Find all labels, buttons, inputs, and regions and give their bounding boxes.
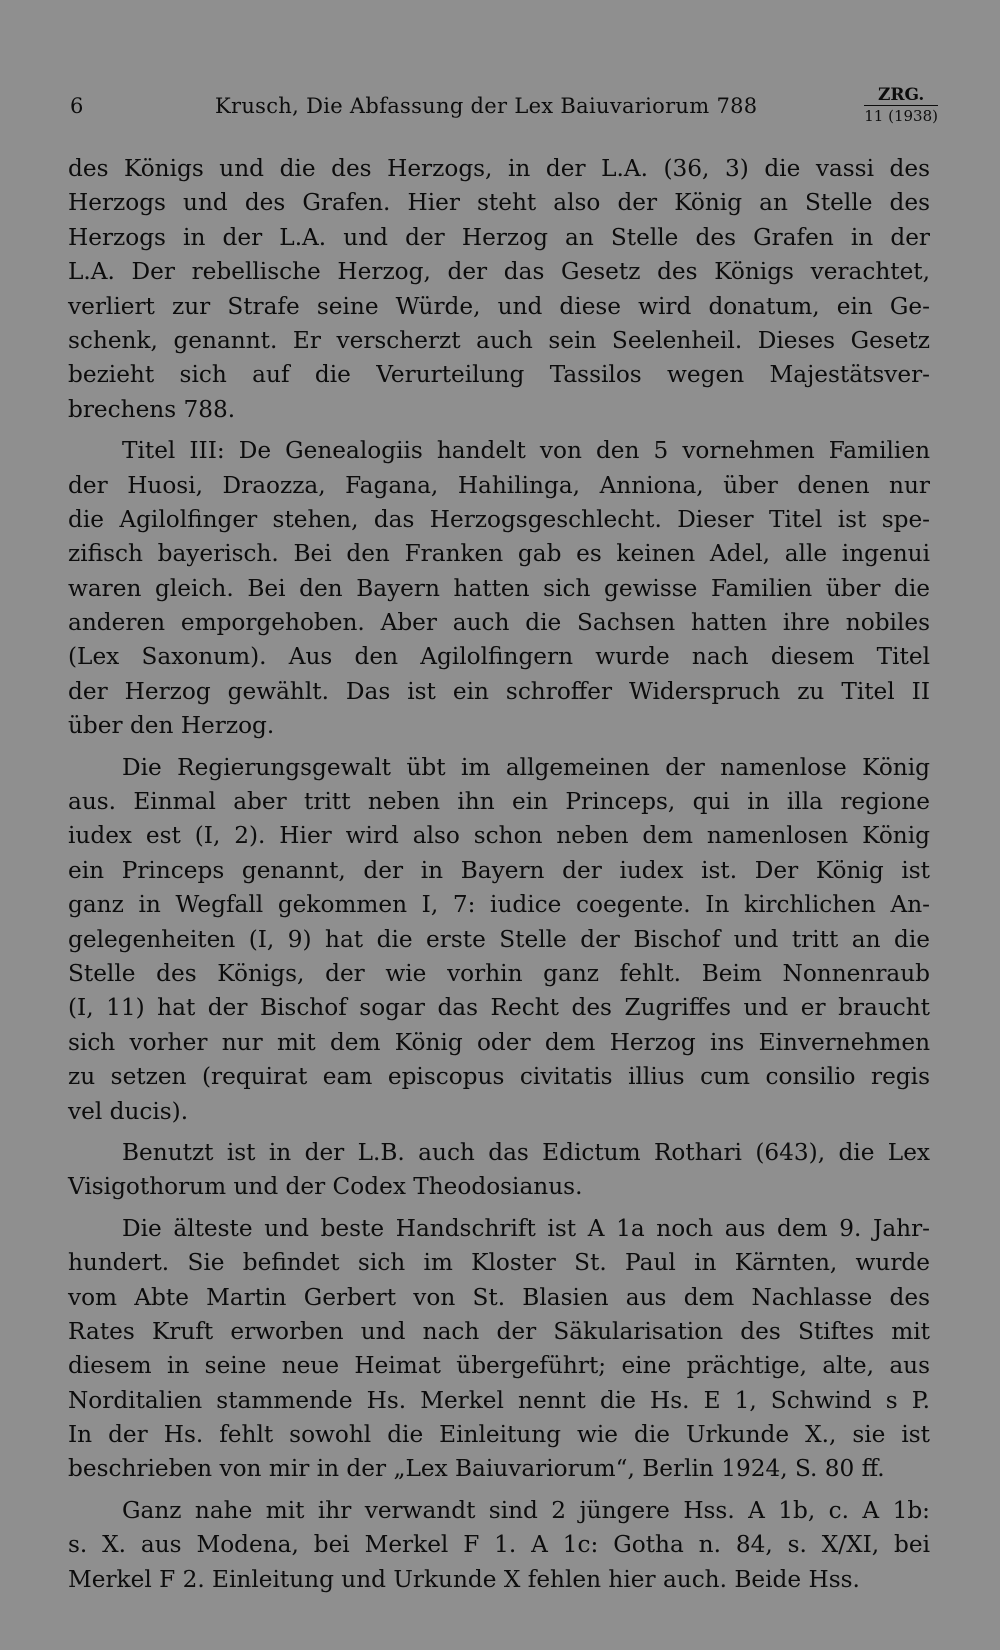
text-line: der Herzog gewählt. Das ist ein schroffer Widerspruch zu Titel II <box>68 677 930 705</box>
paragraph <box>68 751 930 1129</box>
text-line: der Huosi, Draozza, Fagana, Hahilinga, Anniona, über denen nur <box>68 471 930 499</box>
text-line: diesem in seine neue Heimat übergeführt; eine prächtige, alte, aus <box>68 1352 930 1380</box>
text-line: anderen emporgehoben. Aber auch die Sachsen hatten ihre nobiles <box>68 609 930 637</box>
text-line: schenk, genannt. Er verscherzt auch sein Seelenheil. Dieses Gesetz <box>68 326 930 354</box>
text-line: Die älteste und beste Handschrift ist A 1a noch aus dem 9. Jahr- <box>122 1214 930 1242</box>
text-line: Norditalien stammende Hs. Merkel nennt die Hs. E 1, Schwind s P. <box>68 1386 930 1414</box>
text-line: vom Abte Martin Gerbert von St. Blasien aus dem Nachlasse des <box>68 1283 930 1311</box>
paragraph <box>68 152 930 427</box>
text-line: iudex est (I, 2). Hier wird also schon neben dem namenlosen König <box>68 822 930 850</box>
text-line: vel ducis). <box>68 1097 189 1125</box>
paragraph-gap <box>68 1129 930 1136</box>
text-line: Stelle des Königs, der wie vorhin ganz fehlt. Beim Nonnenraub <box>68 959 930 987</box>
text-line: beschrieben von mir in der „Lex Baiuvariorum“, Berlin 1924, S. 80 ff. <box>68 1455 885 1483</box>
text-line: Ganz nahe mit ihr verwandt sind 2 jüngere Hss. A 1b, c. A 1b: <box>122 1496 930 1524</box>
text-line: L.A. Der rebellische Herzog, der das Gesetz des Königs verachtet, <box>68 258 930 286</box>
text-line: bezieht sich auf die Verurteilung Tassilos wegen Majestätsver- <box>68 361 930 389</box>
text-line: s. X. aus Modena, bei Merkel F 1. A 1c: Gotha n. 84, s. X/XI, bei <box>68 1531 930 1559</box>
paragraph <box>68 1212 930 1487</box>
text-line: aus. Einmal aber tritt neben ihn ein Princeps, qui in illa regione <box>68 788 930 816</box>
text-line: hundert. Sie befindet sich im Kloster St. Paul in Kärnten, wurde <box>68 1249 930 1277</box>
text-line: waren gleich. Bei den Bayern hatten sich gewisse Familien über die <box>68 574 930 602</box>
text-line: (Lex Saxonum). Aus den Agilolfingern wurde nach diesem Titel <box>68 643 930 671</box>
running-header <box>70 85 938 132</box>
text-line: zifisch bayerisch. Bei den Franken gab es keinen Adel, alle ingenui <box>68 540 930 568</box>
paragraph <box>68 434 930 744</box>
journal-reference <box>864 86 938 125</box>
text-line: die Agilolfinger stehen, das Herzogsgeschlecht. Dieser Titel ist spe- <box>68 505 930 533</box>
paragraph-gap <box>68 427 930 434</box>
body-text <box>68 152 930 1597</box>
page-number: 6 <box>70 94 84 118</box>
text-line: verliert zur Strafe seine Würde, und diese wird donatum, ein Ge- <box>68 292 930 320</box>
text-line: Merkel F 2. Einleitung und Urkunde X fehlen hier auch. Beide Hss. <box>68 1565 860 1593</box>
text-line: (I, 11) hat der Bischof sogar das Recht des Zugriffes und er braucht <box>68 994 930 1022</box>
text-line: Herzogs und des Grafen. Hier steht also der König an Stelle des <box>68 189 930 217</box>
text-line: ein Princeps genannt, der in Bayern der iudex ist. Der König ist <box>68 856 930 884</box>
paragraph-gap <box>68 744 930 751</box>
text-line: Titel III: De Genealogiis handelt von den 5 vornehmen Familien <box>122 437 930 465</box>
journal-volume: 11 (1938) <box>864 107 938 125</box>
text-line: gelegenheiten (I, 9) hat die erste Stelle der Bischof und tritt an die <box>68 925 930 953</box>
journal-abbrev: ZRG. <box>864 86 938 106</box>
paragraph-gap <box>68 1205 930 1212</box>
text-line: brechens 788. <box>68 395 236 423</box>
paragraph-gap <box>68 1487 930 1494</box>
text-line: zu setzen (requirat eam episcopus civitatis illius cum consilio regis <box>68 1063 930 1091</box>
text-line: Herzogs in der L.A. und der Herzog an Stelle des Grafen in der <box>68 223 930 251</box>
text-line: Rates Kruft erworben und nach der Säkularisation des Stiftes mit <box>68 1317 930 1345</box>
text-line: des Königs und die des Herzogs, in der L.A. (36, 3) die vassi des <box>68 155 930 182</box>
text-line: Visigothorum und der Codex Theodosianus. <box>68 1173 583 1201</box>
paragraph <box>68 1136 930 1205</box>
text-line: Die Regierungsgewalt übt im allgemeinen der namenlose König <box>122 753 930 781</box>
text-line: über den Herzog. <box>68 712 275 740</box>
text-line: ganz in Wegfall gekommen I, 7: iudice coegente. In kirchlichen An- <box>68 891 930 919</box>
text-line: Benutzt ist in der L.B. auch das Edictum Rothari (643), die Lex <box>122 1138 930 1166</box>
paragraph <box>68 1494 930 1597</box>
running-title: Krusch, Die Abfassung der Lex Baiuvariorum 788 <box>215 94 758 118</box>
text-line: sich vorher nur mit dem König oder dem Herzog ins Einvernehmen <box>68 1028 930 1056</box>
text-line: In der Hs. fehlt sowohl die Einleitung wie die Urkunde X., sie ist <box>68 1421 930 1449</box>
